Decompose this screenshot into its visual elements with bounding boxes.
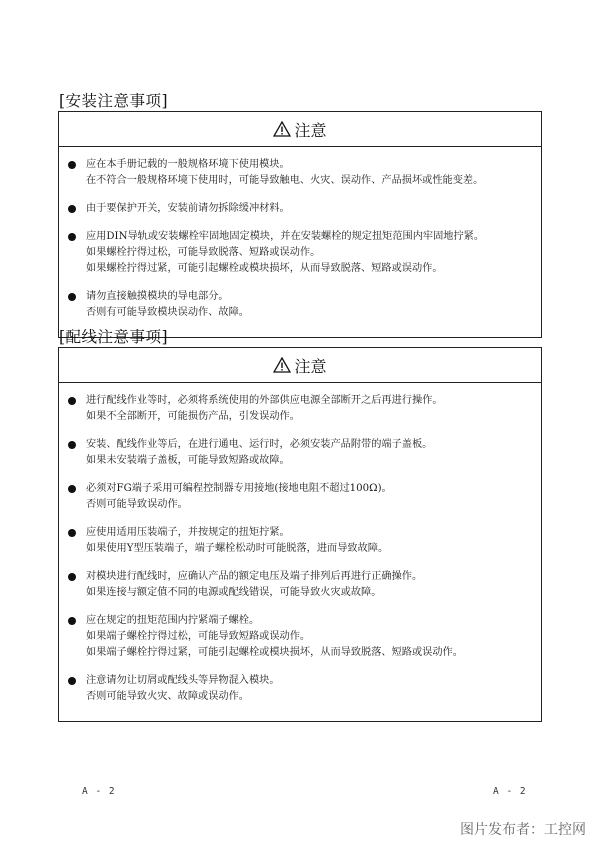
caution-items [59, 147, 541, 337]
bullet-icon [68, 233, 76, 241]
caution-line: 否则可能导致火灾、故障或误动作。 [86, 691, 249, 702]
caution-line: 进行配线作业等时，必须将系统使用的外部供应电源全部断开之后再进行操作。 [86, 395, 443, 406]
caution-items [59, 383, 541, 721]
bullet-icon [68, 677, 76, 685]
caution-box-header [59, 348, 541, 383]
caution-item [68, 569, 531, 601]
caution-line: 必须对FG端子采用可编程控制器专用接地(接地电阻不超过100Ω)。 [86, 483, 392, 494]
caution-line: 应使用适用压装端子，并按规定的扭矩拧紧。 [86, 527, 290, 538]
caution-item [68, 437, 531, 469]
caution-line: 如果不全部断开，可能损伤产品，引发误动作。 [86, 411, 300, 422]
caution-item [68, 481, 531, 513]
caution-line: 对模块进行配线时，应确认产品的额定电压及端子排列后再进行正确操作。 [86, 571, 423, 582]
caution-line: 如果未安装端子盖板，可能导致短路或故障。 [86, 455, 290, 466]
caution-line: 注意请勿让切屑或配线头等异物混入模块。 [86, 675, 280, 686]
caution-item [68, 201, 531, 217]
caution-item [68, 673, 531, 705]
caution-line: 应用DIN导轨或安装螺栓牢固地固定模块，并在安装螺栓的规定扭矩范围内牢固地拧紧。 [86, 231, 485, 242]
bullet-icon [68, 293, 76, 301]
caution-title: 注意 [294, 356, 327, 376]
bullet-icon [68, 205, 76, 213]
bullet-icon [68, 441, 76, 449]
caution-item [68, 229, 531, 277]
publisher-credit: 图片发布者：工控网 [460, 822, 586, 838]
caution-line: 如果端子螺栓拧得过松，可能导致短路或误动作。 [86, 631, 311, 642]
caution-line: 应在规定的扭矩范围内拧紧端子螺栓。 [86, 615, 260, 626]
caution-line: 否则有可能导致模块误动作、故障。 [86, 307, 249, 318]
section-heading-installation: [安装注意事项] [59, 92, 169, 110]
caution-line: 如果螺栓拧得过紧，可能引起螺栓或模块损坏，从而导致脱落、短路或误动作。 [86, 263, 443, 274]
caution-line: 在不符合一般规格环境下使用时，可能导致触电、火灾、误动作、产品损坏或性能变差。 [86, 175, 484, 186]
bullet-icon [68, 617, 76, 625]
caution-box-header [59, 112, 541, 147]
caution-line: 请勿直接触摸模块的导电部分。 [86, 291, 229, 302]
warning-triangle-icon [273, 357, 291, 373]
bullet-icon [68, 573, 76, 581]
caution-item [68, 157, 531, 189]
page-number-left: A - 2 [82, 786, 116, 797]
caution-item [68, 393, 531, 425]
caution-box-wiring [58, 347, 542, 722]
bullet-icon [68, 529, 76, 537]
caution-box-installation [58, 111, 542, 338]
caution-line: 否则可能导致误动作。 [86, 499, 188, 510]
section-heading-wiring: [配线注意事项] [59, 328, 169, 346]
caution-line: 如果螺栓拧得过松，可能导致脱落、短路或误动作。 [86, 247, 321, 258]
caution-item [68, 613, 531, 661]
caution-title: 注意 [294, 120, 327, 140]
bullet-icon [68, 161, 76, 169]
caution-line: 如果使用Y型压装端子，端子螺栓松动时可能脱落，进而导致故障。 [86, 543, 389, 554]
caution-line: 应在本手册记载的一般规格环境下使用模块。 [86, 159, 290, 170]
caution-item [68, 289, 531, 321]
caution-item [68, 525, 531, 557]
caution-line: 由于要保护开关，安装前请勿拆除缓冲材料。 [86, 203, 290, 214]
caution-line: 安装、配线作业等后，在进行通电、运行时，必须安装产品附带的端子盖板。 [86, 439, 433, 450]
page-number-right: A - 2 [493, 786, 527, 797]
bullet-icon [68, 397, 76, 405]
bullet-icon [68, 485, 76, 493]
caution-line: 如果端子螺栓拧得过紧，可能引起螺栓或模块损坏，从而导致脱落、短路或误动作。 [86, 647, 463, 658]
caution-line: 如果连接与额定值不同的电源或配线错误，可能导致火灾或故障。 [86, 587, 382, 598]
warning-triangle-icon [273, 121, 291, 137]
